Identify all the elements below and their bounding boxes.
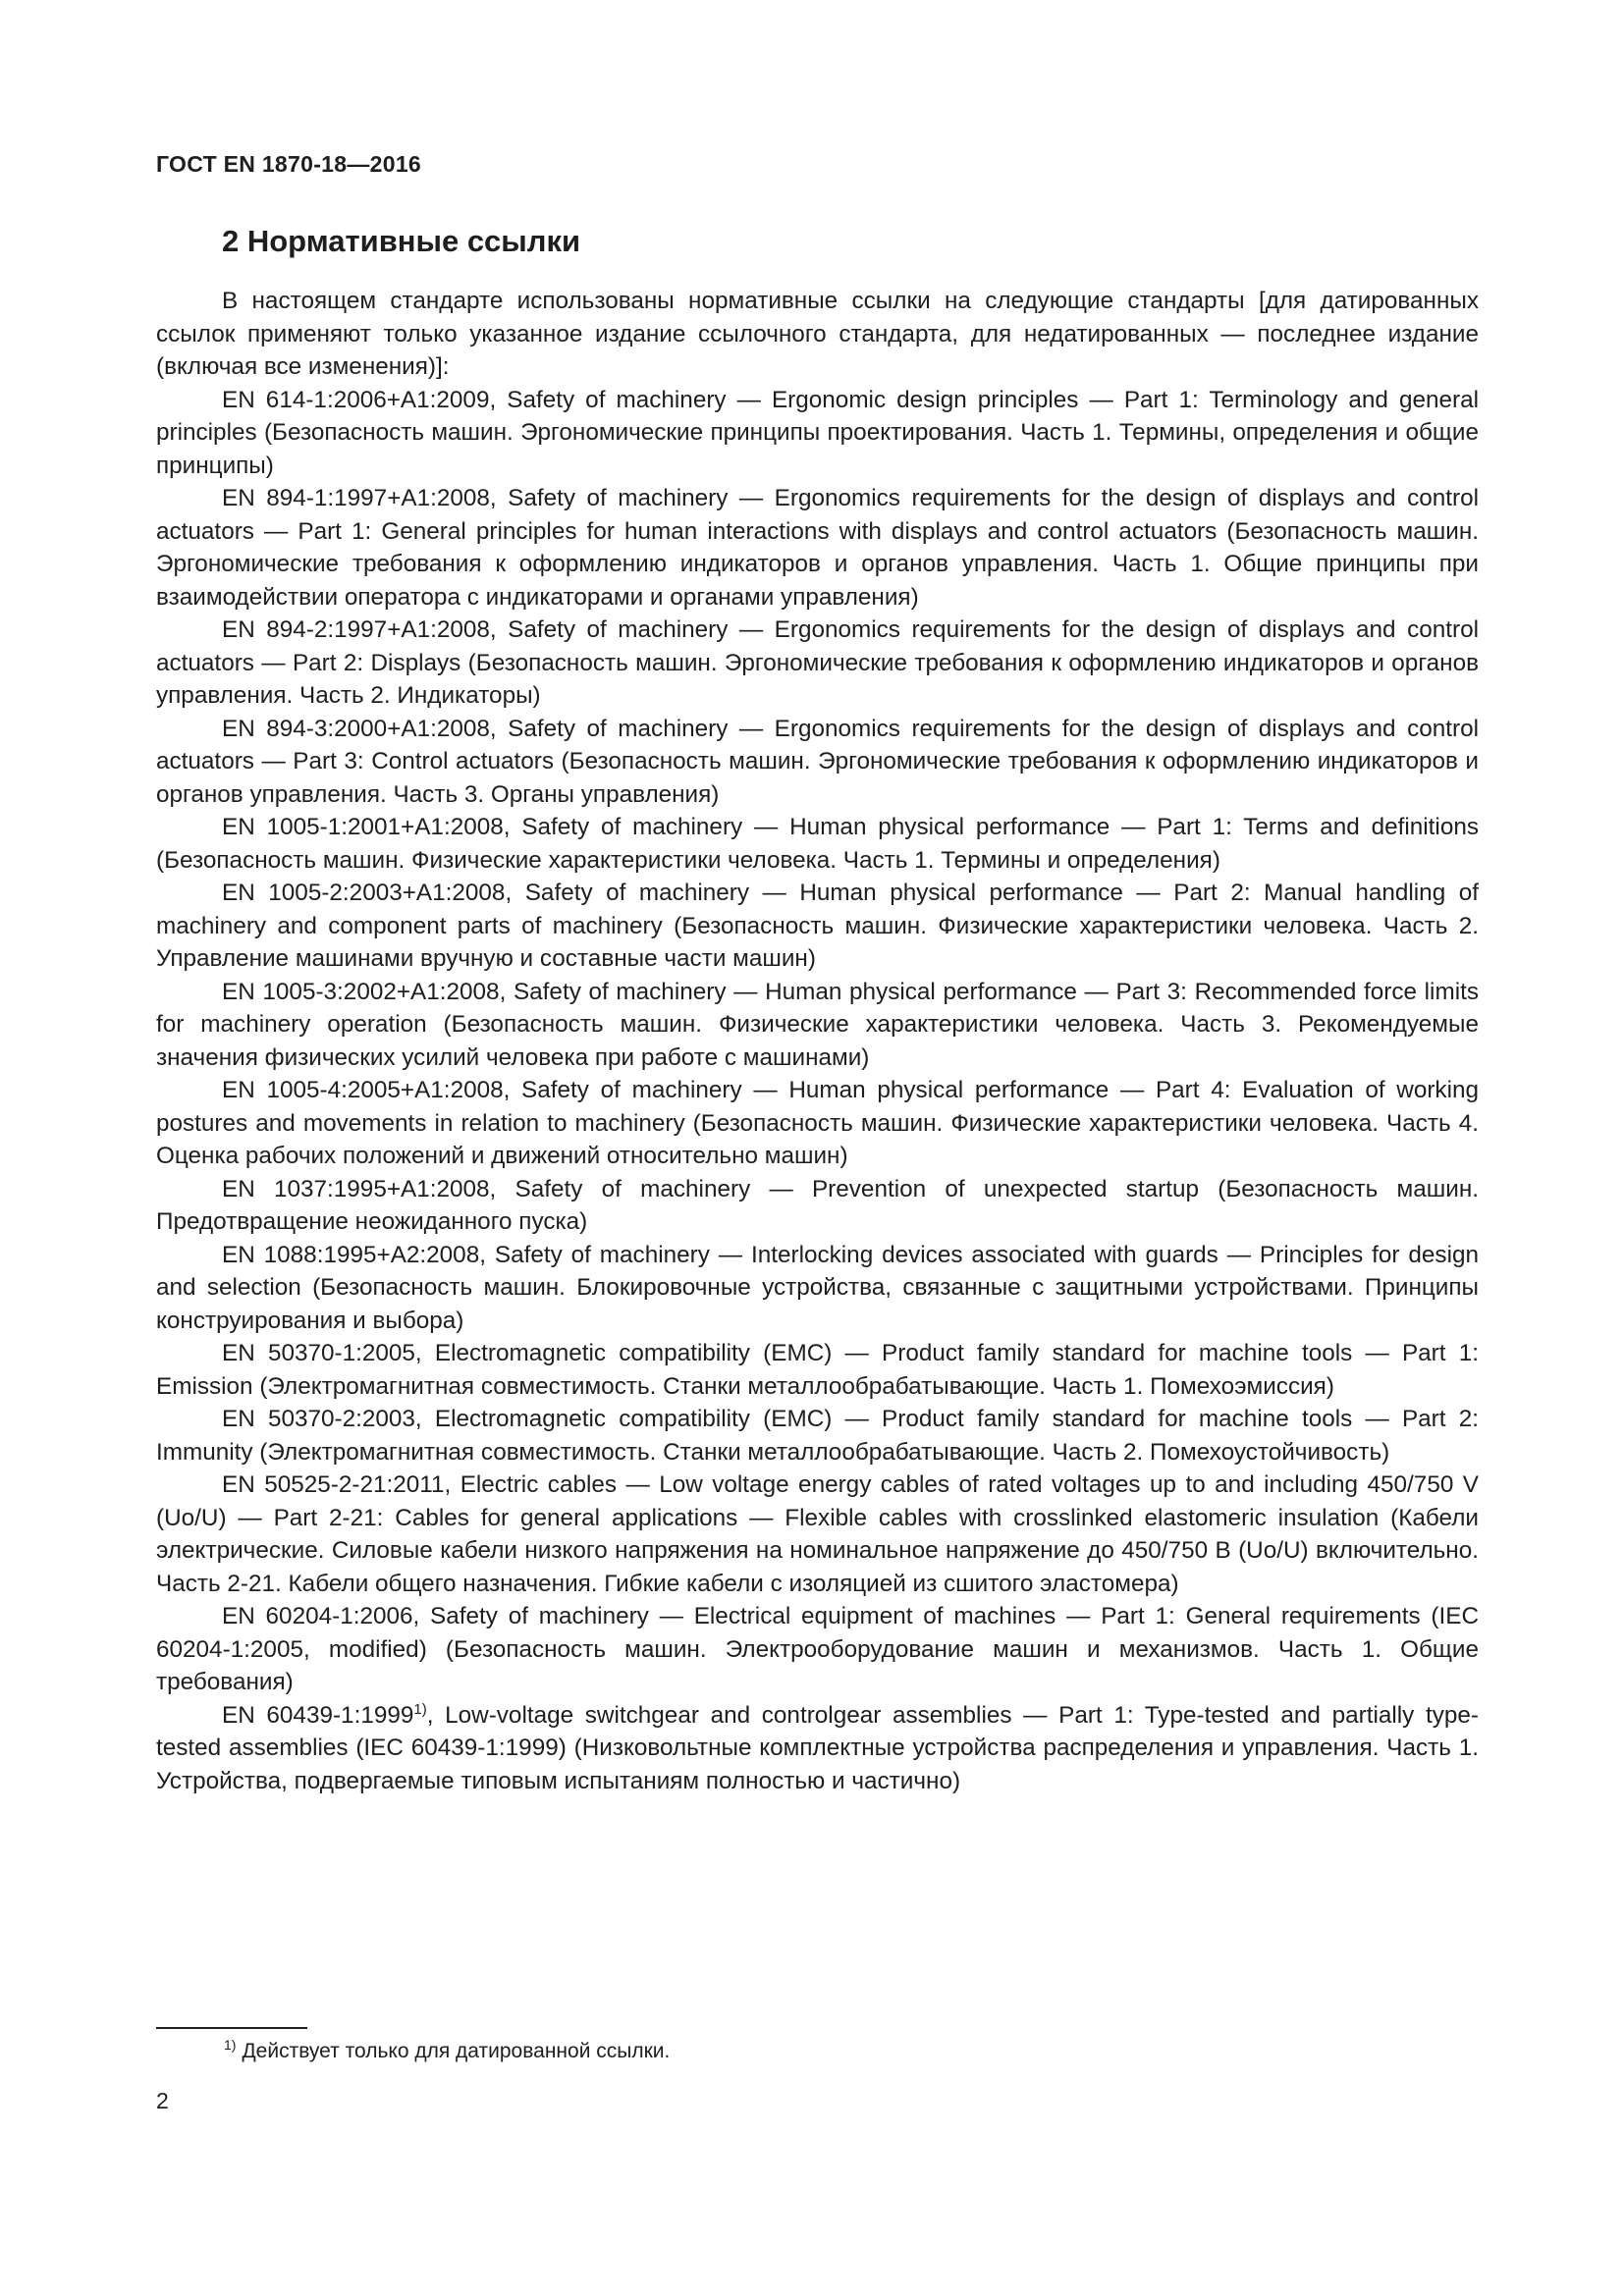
- intro-paragraph: В настоящем стандарте использованы нормативные ссылки на следующие стандарты [для датированных ссылок применяют только указанное издание ссылочного стандарта, для недатированных — последнее издание (включая все изменения)]:: [156, 288, 1479, 380]
- reference-item: EN 60204-1:2006, Safety of machinery — Electrical equipment of machines — Part 1: General requirements (IEC 60204-1:2005, modified) (Безопасность машин. Электрооборудование машин и механизмов. Часть 1. Общие требования): [156, 1603, 1479, 1695]
- reference-item: EN 50370-2:2003, Electromagnetic compatibility (EMC) — Product family standard for machine tools — Part 2: Immunity (Электромагнитная совместимость. Станки металлообрабатывающие. Часть 2. Помехоустойчивость): [156, 1406, 1479, 1466]
- section-body: [156, 285, 1479, 1797]
- reference-item: EN 1037:1995+A1:2008, Safety of machinery — Prevention of unexpected startup (Безопасность машин. Предотвращение неожиданного пуска): [156, 1175, 1479, 1235]
- reference-code: EN 60439-1:1999: [222, 1701, 414, 1729]
- footnote: [224, 2037, 671, 2063]
- reference-item: EN 614-1:2006+A1:2009, Safety of machinery — Ergonomic design principles — Part 1: Terminology and general principles (Безопасность машин. Эргономические принципы проектирования. Часть 1. Термины, определения и общие принципы): [156, 386, 1479, 479]
- footnote-text: Действует только для датированной ссылки.: [242, 2040, 671, 2062]
- reference-item: EN 1005-2:2003+A1:2008, Safety of machinery — Human physical performance — Part 2: Manual handling of machinery and component parts of machinery (Безопасность машин. Физические характеристики человека. Часть 2. Управление машинами вручную и составные части машин): [156, 880, 1479, 972]
- reference-item: EN 894-2:1997+A1:2008, Safety of machinery — Ergonomics requirements for the design of displays and control actuators — Part 2: Displays (Безопасность машин. Эргономические требования к оформлению индикаторов и органов управления. Часть 2. Индикаторы): [156, 616, 1479, 709]
- reference-item: EN 894-1:1997+A1:2008, Safety of machinery — Ergonomics requirements for the design of displays and control actuators — Part 1: General principles for human interactions with displays and control actuators (Безопасность машин. Эргономические требования к оформлению индикаторов и органов управления. Часть 1. Общие принципы при взаимодействии оператора с индикаторами и органами управления): [156, 485, 1479, 611]
- footnote-reference: 1): [413, 1700, 427, 1718]
- reference-item: EN 50525-2-21:2011, Electric cables — Low voltage energy cables of rated voltages up to and including 450/750 V (Uo/U) — Part 2-21: Cables for general applications — Flexible cables with crosslinked elastomeric insulation (Кабели электрические. Силовые кабели низкого напряжения на номинальное напряжение до 450/750 В (Uo/U) включительно. Часть 2-21. Кабели общего назначения. Гибкие кабели с изоляцией из сшитого эластомера): [156, 1471, 1479, 1597]
- reference-item: EN 50370-1:2005, Electromagnetic compatibility (EMC) — Product family standard for machine tools — Part 1: Emission (Электромагнитная совместимость. Станки металлообрабатывающие. Часть 1. Помехоэмиссия): [156, 1340, 1479, 1400]
- reference-item: EN 1005-3:2002+A1:2008, Safety of machinery — Human physical performance — Part 3: Recommended force limits for machinery operation (Безопасность машин. Физические характеристики человека. Часть 3. Рекомендуемые значения физических усилий человека при работе с машинами): [156, 978, 1479, 1071]
- footnote-separator: [156, 2027, 307, 2029]
- reference-item: EN 1088:1995+A2:2008, Safety of machinery — Interlocking devices associated with guards — Principles for design and selection (Безопасность машин. Блокировочные устройства, связанные с защитными устройствами. Принципы конструирования и выбора): [156, 1241, 1479, 1334]
- reference-item: EN 1005-4:2005+A1:2008, Safety of machinery — Human physical performance — Part 4: Evaluation of working postures and movements in relation to machinery (Безопасность машин. Физические характеристики человека. Часть 4. Оценка рабочих положений и движений относительно машин): [156, 1077, 1479, 1169]
- section-title: 2 Нормативные ссылки: [222, 224, 581, 258]
- reference-item: EN 1005-1:2001+A1:2008, Safety of machinery — Human physical performance — Part 1: Terms and definitions (Безопасность машин. Физические характеристики человека. Часть 1. Термины и определения): [156, 814, 1479, 874]
- footnote-mark: 1): [224, 2037, 237, 2053]
- reference-item: EN 894-3:2000+A1:2008, Safety of machinery — Ergonomics requirements for the design of displays and control actuators — Part 3: Control actuators (Безопасность машин. Эргономические требования к оформлению индикаторов и органов управления. Часть 3. Органы управления): [156, 715, 1479, 808]
- page-number: 2: [156, 2088, 169, 2113]
- reference-item-footnoted: [156, 1699, 1479, 1798]
- document-header: ГОСТ EN 1870-18—2016: [156, 151, 422, 177]
- reference-text: , Low-voltage switchgear and controlgear assemblies — Part 1: Type-tested and partially type-tested assemblies (IEC 60439-1:1999) (Низковольтные комплектные устройства распределения и управления. Часть 1. Устройства, подвергаемые типовым испытаниям полностью и частично): [156, 1701, 1479, 1794]
